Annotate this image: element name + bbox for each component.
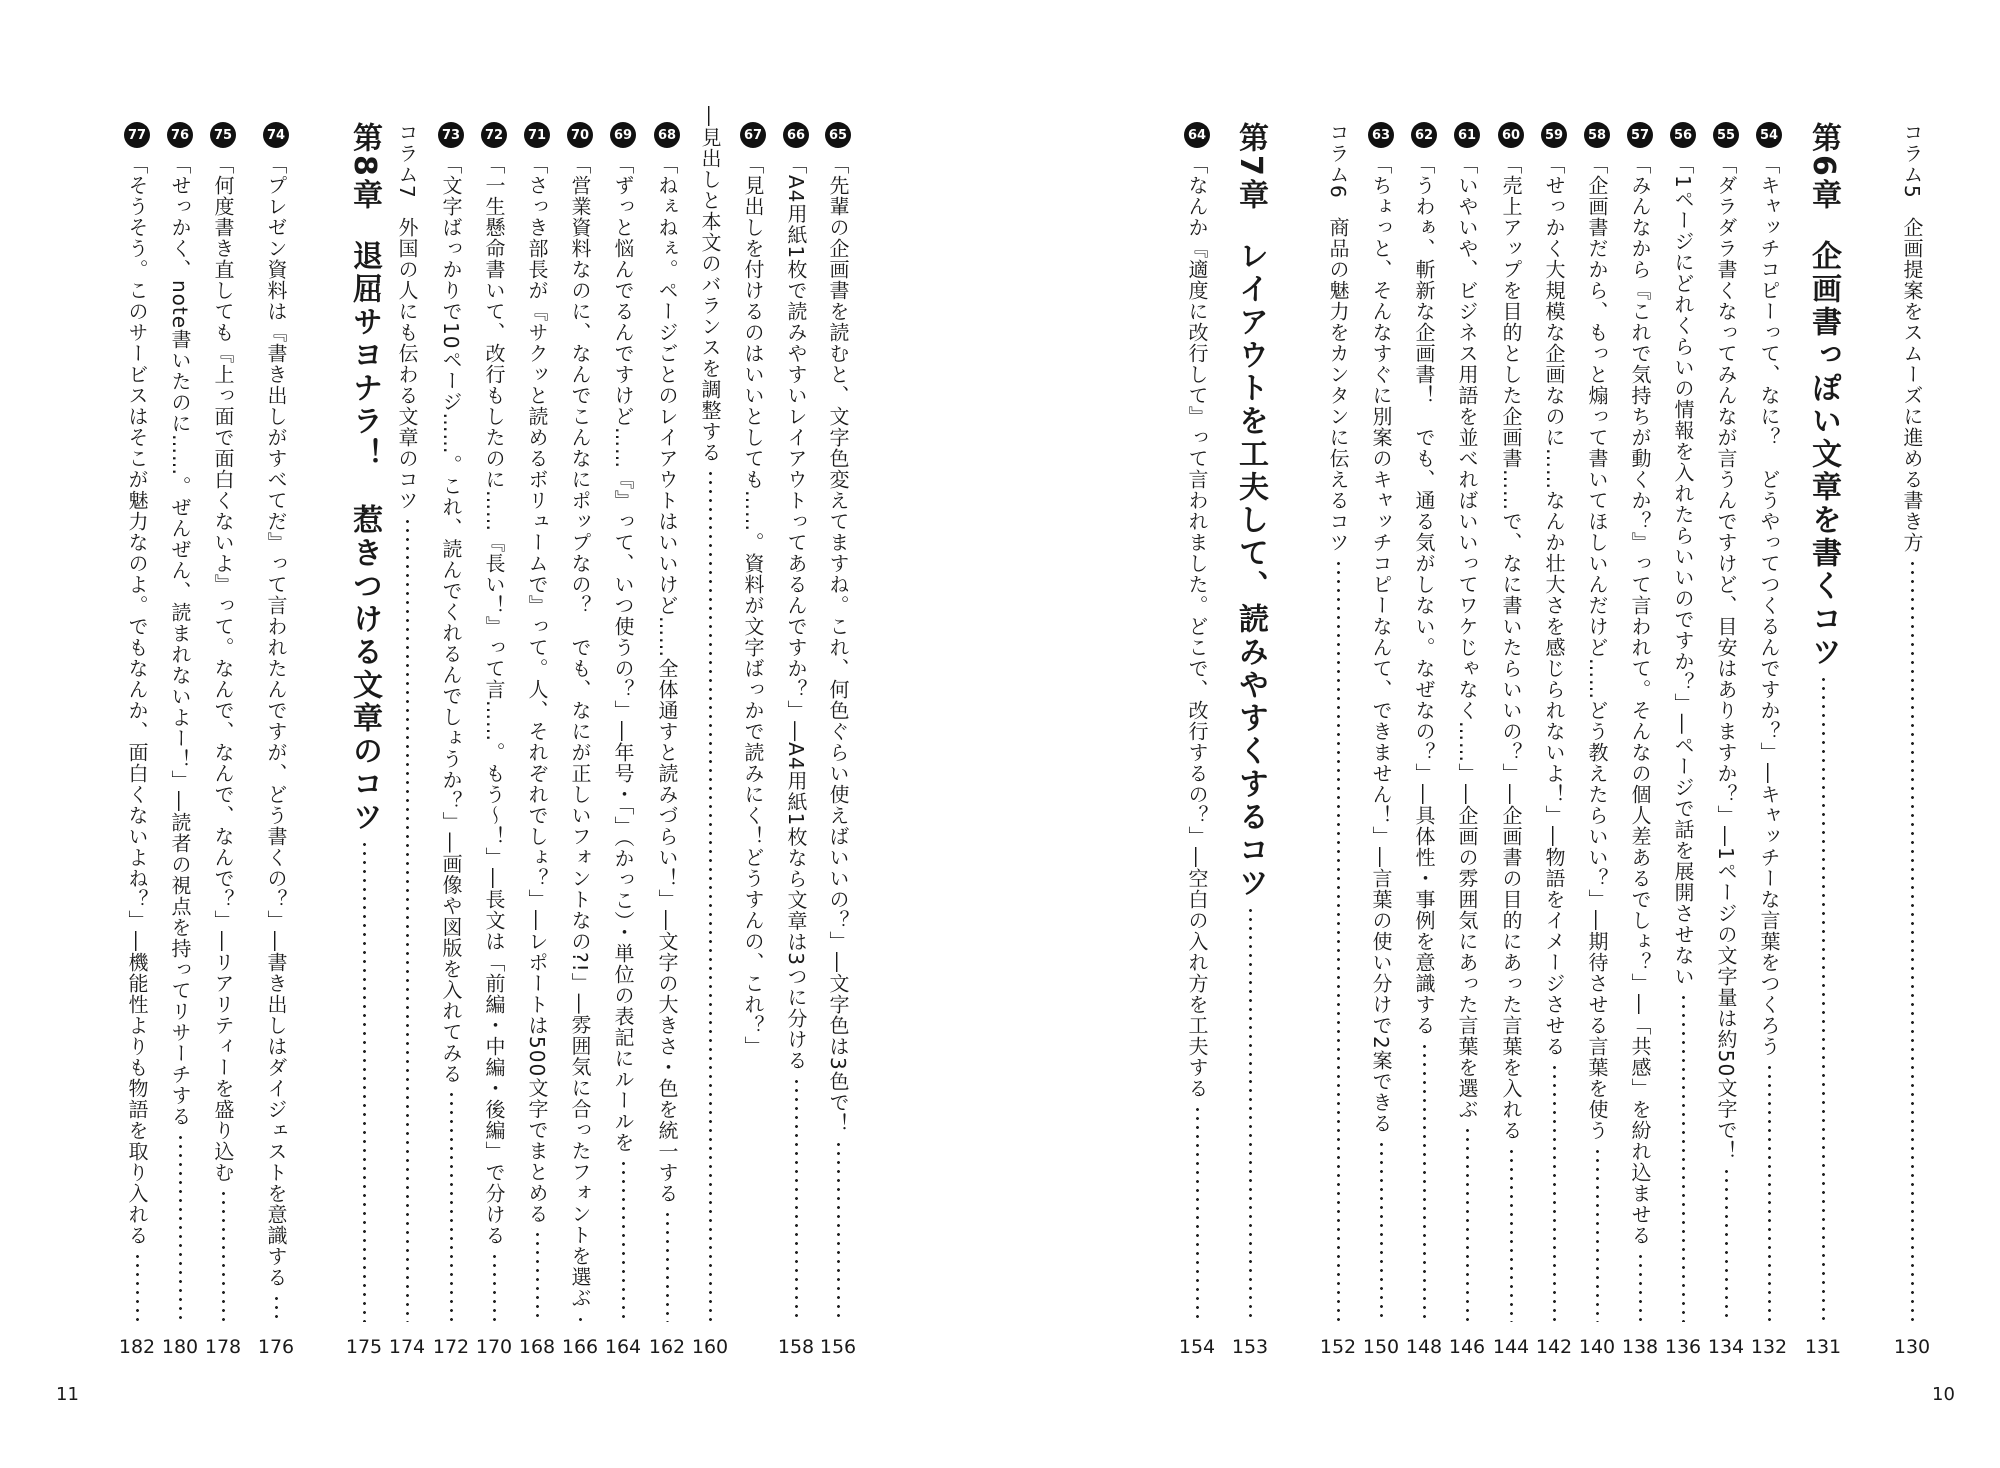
chapter-entry[interactable]	[1801, 122, 1845, 1360]
item-title: 「プレゼン資料は『書き出しがすべてだ』って言われたんですが、どう書くの？」―書き出しはダイジェストを意識する	[264, 154, 288, 1288]
page-ref: 175	[345, 1336, 383, 1358]
dot-leader	[363, 840, 366, 1322]
toc-item[interactable]	[1534, 122, 1574, 1360]
column-title: 企画提案をスムーズに進める書き方	[1900, 216, 1924, 553]
dot-leader	[1510, 1147, 1513, 1322]
item-title: 「さっき部長が『サクッと読めるボリュームで』って。人、それぞれでしょ？」―レポートは500文字でまとめる	[525, 154, 549, 1225]
item-number-badge	[1498, 122, 1524, 148]
item-number: 60	[1501, 127, 1521, 143]
item-title: 「いやいや、ビジネス用語を並べればいいってワケじゃなく……」―企画の雰囲気にあった言葉を選ぶ	[1455, 154, 1479, 1120]
item-number-badge	[1756, 122, 1782, 148]
dot-leader	[1249, 906, 1252, 1322]
item-title: 「せっかく、note書いたのに……。ぜんぜん、読まれないよー！」―読者の視点を持ってリサーチする	[168, 154, 192, 1128]
toc-item[interactable]	[117, 122, 157, 1360]
dot-leader	[622, 1159, 625, 1322]
toc-item[interactable]	[431, 122, 471, 1360]
item-number-badge	[263, 122, 289, 148]
page-ref: 160	[691, 1336, 729, 1358]
dot-leader	[179, 1133, 182, 1322]
dot-leader	[1768, 1063, 1771, 1322]
page-ref: 148	[1405, 1336, 1443, 1358]
item-title: 「そうそう。このサービスはそこが魅力なのよ。でもなんか、面白くないよね？」―機能性よりも物語を取り入れる	[125, 154, 149, 1246]
toc-item[interactable]	[256, 122, 296, 1360]
toc-item[interactable]	[1620, 122, 1660, 1360]
toc-item[interactable]	[1404, 122, 1444, 1360]
item-number: 73	[441, 127, 461, 143]
page-ref: 136	[1664, 1336, 1702, 1358]
chapter-entry[interactable]	[1228, 122, 1272, 1360]
page-ref: 140	[1578, 1336, 1616, 1358]
item-number: 71	[527, 127, 547, 143]
item-number: 70	[570, 127, 590, 143]
dot-leader	[1639, 1252, 1642, 1322]
dot-leader	[1423, 1042, 1426, 1322]
item-number-badge	[1627, 122, 1653, 148]
page-ref: 170	[475, 1336, 513, 1358]
page-ref: 162	[648, 1336, 686, 1358]
toc-item[interactable]	[1706, 122, 1746, 1360]
toc-item[interactable]	[1177, 122, 1217, 1360]
item-number-badge	[1368, 122, 1394, 148]
chapter-label: 第7章	[1233, 122, 1268, 212]
dot-leader	[666, 1210, 669, 1322]
item-number: 76	[170, 127, 190, 143]
item-title: 「営業資料なのに、なんでこんなにポップなの？ でも、なにが正しいフォントなの?!」―雰囲気に合ったフォントを選ぶ	[568, 154, 592, 1309]
page-ref: 164	[604, 1336, 642, 1358]
page-ref: 144	[1492, 1336, 1530, 1358]
page-number-left: 11	[56, 1384, 79, 1405]
page-ref: 178	[204, 1336, 242, 1358]
page-ref: 142	[1535, 1336, 1573, 1358]
item-title: 「せっかく大規模な企画なのに……なんか壮大さを感じられないよ！」―物語をイメージさせる	[1542, 154, 1566, 1057]
page-ref: 180	[161, 1336, 199, 1358]
item-number: 59	[1544, 127, 1564, 143]
dot-leader	[275, 1294, 278, 1322]
item-title: 「ずっと悩んでるんですけど……『』って、いつ使うの？」―年号・「」（かっこ）・単位の表記にルールを	[611, 154, 635, 1153]
toc-item[interactable]	[474, 122, 514, 1360]
dot-leader	[1911, 559, 1914, 1322]
chapter-label: 第6章	[1806, 122, 1841, 212]
chapter-entry[interactable]	[342, 122, 386, 1360]
page-ref: 166	[561, 1336, 599, 1358]
dot-leader	[1822, 675, 1825, 1322]
column-entry[interactable]	[387, 122, 427, 1360]
page-ref: 146	[1448, 1336, 1486, 1358]
item-number: 69	[613, 127, 633, 143]
dot-leader	[1337, 559, 1340, 1322]
toc-item[interactable]	[517, 122, 557, 1360]
item-number: 66	[786, 127, 806, 143]
item-number-badge	[740, 122, 766, 148]
item-title: 「ねぇねぇ。ページごとのレイアウトはいいけど……全体通すと読みづらい！」―文字の大きさ・色を統一する	[655, 154, 679, 1204]
toc-item[interactable]	[1361, 122, 1401, 1360]
toc-item[interactable]	[1663, 122, 1703, 1360]
dot-leader	[1596, 1147, 1599, 1322]
dot-leader	[1196, 1105, 1199, 1322]
item-number: 62	[1414, 127, 1434, 143]
dot-leader	[1466, 1126, 1469, 1322]
item-number: 67	[743, 127, 763, 143]
item-number: 75	[213, 127, 233, 143]
page-ref: 182	[118, 1336, 156, 1358]
page-ref: 134	[1707, 1336, 1745, 1358]
toc-item[interactable]	[647, 122, 687, 1360]
column-label: コラム6	[1326, 122, 1350, 199]
item-title: 「何度書き直しても『上っ面で面白くないよ』って。なんで、なんで、なんで？」―リアリティーを盛り込む	[211, 154, 235, 1183]
page-ref: 154	[1178, 1336, 1216, 1358]
item-number-badge	[438, 122, 464, 148]
page-ref: 172	[432, 1336, 470, 1358]
column-entry[interactable]	[1318, 122, 1358, 1360]
column-label: コラム5	[1900, 122, 1924, 199]
toc-item[interactable]	[1749, 122, 1789, 1360]
item-number-badge	[1184, 122, 1210, 148]
page-ref: 168	[518, 1336, 556, 1358]
dot-leader	[493, 1252, 496, 1322]
dot-leader	[837, 1140, 840, 1322]
dot-leader	[795, 1077, 798, 1322]
page-ref: 174	[388, 1336, 426, 1358]
dot-leader	[450, 1090, 453, 1322]
toc-item[interactable]	[1491, 122, 1531, 1360]
toc-item[interactable]	[1447, 122, 1487, 1360]
item-number-badge	[1454, 122, 1480, 148]
item-number: 56	[1673, 127, 1693, 143]
item-subtitle: ―見出しと本文のバランスを調整する	[698, 106, 722, 463]
item-title: 「文字ばっかりで10ページ……。これ、読んでくれるんでしょうか？」―画像や図版を入れてみる	[439, 154, 463, 1085]
item-number: 65	[828, 127, 848, 143]
item-number-badge	[654, 122, 680, 148]
chapter-title: レイアウトを工夫して、読みやすくするコツ	[1233, 239, 1268, 900]
item-number: 57	[1630, 127, 1650, 143]
item-number: 61	[1457, 127, 1477, 143]
toc-item[interactable]	[776, 122, 816, 1360]
item-title: 「ちょっと、そんなすぐに別案のキャッチコピーなんて、できません！」―言葉の使い分けで2案できる	[1369, 154, 1393, 1134]
item-number-badge	[1713, 122, 1739, 148]
page-ref: 153	[1231, 1336, 1269, 1358]
page-ref: 176	[257, 1336, 295, 1358]
dot-leader	[1725, 1167, 1728, 1322]
item-number-badge	[825, 122, 851, 148]
chapter-title: 退屈サヨナラ！ 惹きつける文章のコツ	[347, 239, 382, 834]
item-number-badge	[783, 122, 809, 148]
item-title: 「先輩の企画書を読むと、文字色変えてますね。これ、何色ぐらい使えばいいの？」―文字色は3色で！	[826, 154, 850, 1134]
item-number: 64	[1187, 127, 1207, 143]
page-ref: 138	[1621, 1336, 1659, 1358]
item-number: 54	[1759, 127, 1779, 143]
item-number: 63	[1371, 127, 1391, 143]
item-number-badge	[167, 122, 193, 148]
item-title: 「企画書だから、もっと煽って書いてほしいんだけど……どう教えたらいい？」―期待させる言葉を使う	[1585, 154, 1609, 1141]
item-number-badge	[1670, 122, 1696, 148]
item-title: 「1ページにどれくらいの情報を入れたらいいのですか？」―ページで話を展開させない	[1671, 154, 1695, 987]
dot-leader	[406, 517, 409, 1322]
page-ref: 131	[1804, 1336, 1842, 1358]
item-number-badge	[210, 122, 236, 148]
column-label: コラム7	[395, 122, 419, 199]
toc-item[interactable]	[560, 122, 600, 1360]
page-ref: 130	[1893, 1336, 1931, 1358]
dot-leader	[1553, 1063, 1556, 1322]
page-ref: 158	[777, 1336, 815, 1358]
chapter-label: 第8章	[347, 122, 382, 212]
item-title: 「なんか『適度に改行して』って言われました。どこで、改行するの？」―空白の入れ方を工夫する	[1185, 154, 1209, 1099]
toc-item[interactable]	[1577, 122, 1617, 1360]
dot-leader	[136, 1252, 139, 1322]
page-ref: 150	[1362, 1336, 1400, 1358]
item-title: 「A4用紙1枚で読みやすいレイアウトってあるんですか？」―A4用紙1枚なら文章は3つに分ける	[784, 154, 808, 1071]
item-number: 55	[1716, 127, 1736, 143]
toc-item[interactable]	[160, 122, 200, 1360]
column-entry[interactable]	[1892, 122, 1932, 1360]
item-title: 「キャッチコピーって、なに？ どうやってつくるんですか？」―キャッチーな言葉をつくろう	[1757, 154, 1781, 1057]
page-ref: 132	[1750, 1336, 1788, 1358]
item-title: 「見出しを付けるのはいいとしても……。資料が文字ばっかで読みにく！どうすんの、これ？」	[741, 154, 765, 1057]
page-ref: 156	[819, 1336, 857, 1358]
item-number: 74	[266, 127, 286, 143]
item-number: 77	[127, 127, 147, 143]
item-title: 「一生懸命書いて、改行もしたのに……『長い！』って言……。もう～！」―長文は「前編・中編・後編」で分ける	[482, 154, 506, 1246]
item-title: 「みんなから『これで気持ちが動くか？』って言われて。そんなの個人差あるでしょ？」―「共感」を紛れ込ませる	[1628, 154, 1652, 1246]
page-number-right: 10	[1932, 1384, 1955, 1405]
item-title: 「ダラダラ書くなってみんなが言うんですけど、目安はありますか？」―1ページの文字量は約50文字で！	[1714, 154, 1738, 1162]
column-title: 外国の人にも伝わる文章のコツ	[395, 216, 419, 511]
item-number: 58	[1587, 127, 1607, 143]
dot-leader	[1682, 993, 1685, 1322]
page-ref: 152	[1319, 1336, 1357, 1358]
item-number-badge	[1411, 122, 1437, 148]
item-number-badge	[610, 122, 636, 148]
chapter-title: 企画書っぽい文章を書くコツ	[1806, 239, 1841, 669]
dot-leader	[536, 1230, 539, 1322]
dot-leader	[222, 1189, 225, 1322]
dot-leader	[579, 1315, 582, 1322]
dot-leader	[1380, 1140, 1383, 1322]
toc-subline[interactable]	[690, 106, 730, 1360]
item-title: 「うわぁ、斬新な企画書！ でも、通る気がしない。なぜなの？」―具体性・事例を意識する	[1412, 154, 1436, 1036]
dot-leader	[709, 469, 712, 1322]
item-number-badge	[481, 122, 507, 148]
item-number-badge	[1584, 122, 1610, 148]
toc-item[interactable]	[818, 122, 858, 1360]
item-number: 72	[484, 127, 504, 143]
item-number-badge	[124, 122, 150, 148]
item-number: 68	[657, 127, 677, 143]
column-title: 商品の魅力をカンタンに伝えるコツ	[1326, 216, 1350, 553]
item-number-badge	[567, 122, 593, 148]
item-title: 「売上アップを目的とした企画書……で、なに書いたらいいの？」―企画書の目的にあった言葉を入れる	[1499, 154, 1523, 1141]
toc-item[interactable]	[603, 122, 643, 1360]
toc-item[interactable]	[733, 122, 773, 1360]
item-number-badge	[524, 122, 550, 148]
item-number-badge	[1541, 122, 1567, 148]
toc-item[interactable]	[203, 122, 243, 1360]
